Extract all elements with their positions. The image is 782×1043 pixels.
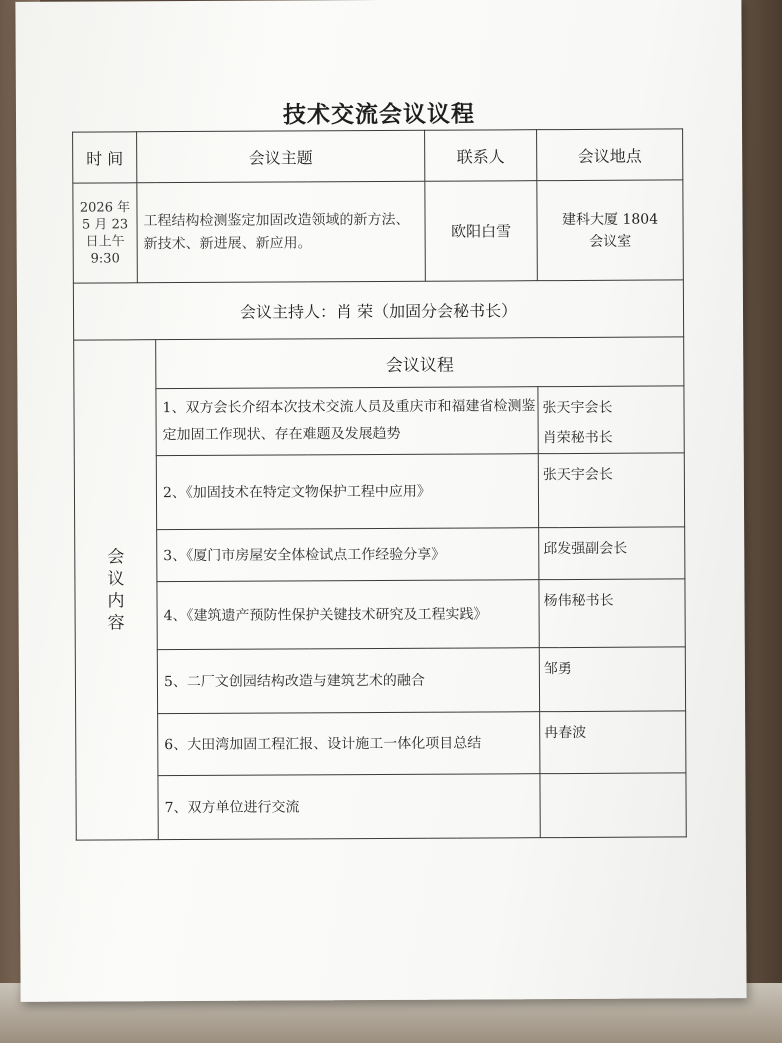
agenda-item-speaker: 张天宇会长 <box>538 453 684 528</box>
agenda-item-row <box>76 773 686 840</box>
meeting-location: 建科大厦 1804 会议室 <box>537 180 684 281</box>
document-page <box>15 0 746 1002</box>
agenda-item-speaker: 张天宇会长 肖荣秘书长 <box>538 386 684 454</box>
program-header-row <box>74 337 684 389</box>
agenda-item-text: 7、双方单位进行交流 <box>158 774 540 840</box>
host-row <box>73 280 683 340</box>
program-header: 会议议程 <box>156 337 684 389</box>
page-title: 技术交流会议议程 <box>282 100 476 129</box>
agenda-item-row <box>75 527 685 582</box>
meeting-time: 2026 年 5 月 23 日上午 9:30 <box>73 183 138 283</box>
meeting-topic: 工程结构检测鉴定加固改造领域的新方法、新技术、新进展、新应用。 <box>137 181 426 283</box>
agenda-item-text: 4、《建筑遗产预防性保护关键技术研究及工程实践》 <box>157 580 539 650</box>
agenda-item-speaker <box>540 773 686 838</box>
agenda-item-speaker: 冉春波 <box>540 711 686 774</box>
agenda-item-row <box>75 647 685 714</box>
meeting-host: 会议主持人：肖 荣（加固分会秘书长） <box>73 280 683 340</box>
agenda-item-row <box>75 579 685 650</box>
agenda-item-speaker: 邱发强副会长 <box>539 527 685 580</box>
agenda-table <box>72 128 687 840</box>
header-time: 时 间 <box>73 132 137 183</box>
agenda-item-row <box>74 453 684 530</box>
header-location: 会议地点 <box>537 129 683 181</box>
agenda-item-text: 5、二厂文创园结构改造与建筑艺术的融合 <box>157 648 539 714</box>
agenda-item-text: 2、《加固技术在特定文物保护工程中应用》 <box>156 454 538 530</box>
agenda-item-speaker: 邹勇 <box>539 647 685 712</box>
agenda-item-text: 1、双方会长介绍本次技术交流人员及重庆市和福建省检测鉴定加固工作现状、存在难题及发展趋势 <box>156 387 538 456</box>
agenda-item-row <box>74 386 684 456</box>
meeting-row <box>73 180 684 283</box>
meeting-contact: 欧阳白雪 <box>425 181 538 282</box>
agenda-item-row <box>76 711 686 776</box>
header-row <box>73 129 683 183</box>
header-topic: 会议主题 <box>137 130 425 183</box>
agenda-item-text: 3、《厦门市房屋安全体检试点工作经验分享》 <box>157 528 539 582</box>
agenda-item-text: 6、大田湾加固工程汇报、设计施工一体化项目总结 <box>158 712 540 776</box>
header-contact: 联系人 <box>425 130 537 182</box>
meeting-content-label: 会 议 内 容 <box>74 340 159 840</box>
agenda-item-speaker: 杨伟秘书长 <box>539 579 685 648</box>
